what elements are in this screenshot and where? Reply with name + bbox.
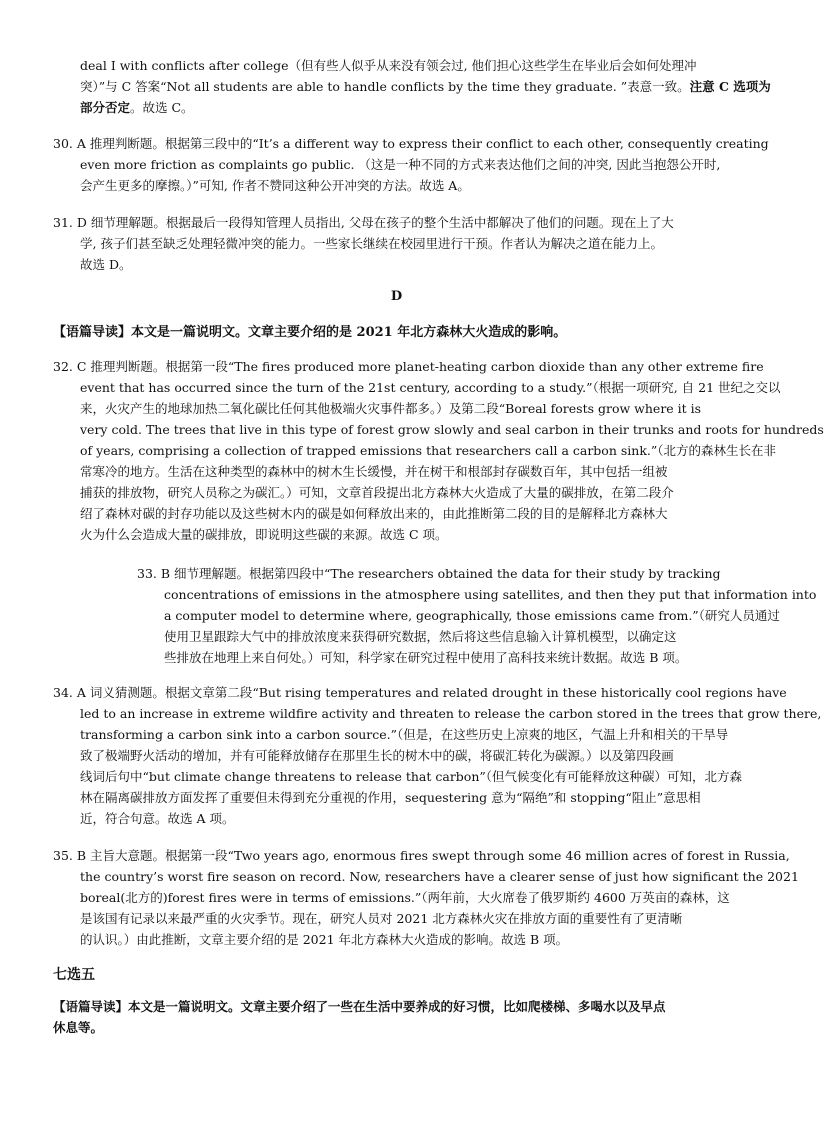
text-line: 会产生更多的摩擦。）”可知, 作者不赞同这种公开冲突的方法。故选 A。: [80, 178, 470, 193]
section-heading-seven: 七选五: [53, 967, 95, 983]
answer-32: [53, 356, 824, 545]
text-line: 使用卫星跟踪大气中的排放浓度来获得研究数据，然后将这些信息输入计算机模型，以确定这: [164, 629, 677, 644]
answer-31: [53, 212, 742, 275]
text-line: event that has occurred since the turn of the 21st century, according to a study.”（根据一项研究, 自 21 世纪之交以: [80, 380, 781, 395]
prev-answer-continuation: [80, 55, 771, 118]
bold-note: 部分否定: [80, 100, 131, 115]
text-line: 林在隔离碳排放方面发挥了重要但未得到充分重视的作用，sequestering 意为“隔绝”和 stopping“阻止”意思相: [80, 790, 701, 805]
text-span: 。故选 C。: [130, 100, 194, 115]
text-line: 30. A 推理判断题。根据第三段中的“It’s a different way to express their conflict to each other, consequently creating: [53, 136, 769, 151]
text-line: 故选 D。: [80, 257, 132, 272]
text-line: 些排放在地理上来自何处。）可知，科学家在研究过程中使用了高科技来统计数据。故选 B 项。: [164, 650, 688, 665]
text-line: 来，火灾产生的地球加热二氧化碳比任何其他极端火灾事件都多。）及第二段“Boreal forests grow where it is: [80, 401, 702, 416]
text-line: 是该国有记录以来最严重的火灾季节。现在，研究人员对 2021 北方森林火灾在排放方面的重要性有了更清晰: [80, 911, 683, 926]
passage-guide-seven: [53, 996, 742, 1038]
text-line: 线词后句中“but climate change threatens to release that carbon”（但气候变化有可能释放这种碳）可知，北方森: [80, 769, 743, 784]
text-line: 34. A 词义猜测题。根据文章第二段“But rising temperatures and related drought in these historically cool regions have: [53, 685, 787, 700]
text-line: [80, 97, 742, 118]
text-line: 【语篇导读】本文是一篇说明文。文章主要介绍了一些在生活中要养成的好习惯，比如爬楼梯、多喝水以及早点: [53, 999, 666, 1014]
text-line: 致了极端野火活动的增加，并有可能释放储存在那里生长的树木中的碳，将碳汇转化为碳源。）以及第四段画: [80, 748, 674, 763]
text-line: 绍了森林对碳的封存功能以及这些树木内的碳是如何释放出来的，由此推断第二段的目的是解释北方森林大: [80, 506, 668, 521]
text-line: of years, comprising a collection of trapped emissions that researchers call a carbon sink.”（北方的森林生长在非: [80, 443, 777, 458]
bold-note: 注意 C 选项为: [689, 79, 771, 94]
text-line: deal I with conflicts after college（但有些人似乎从来没有领会过, 他们担心这些学生在毕业后会如何处理冲: [80, 58, 697, 73]
answer-30: [53, 133, 769, 196]
text-line: 常寒冷的地方。生活在这种类型的森林中的树木生长缓慢，并在树干和根部封存碳数百年，其中包括一组被: [80, 464, 668, 479]
answer-34: [53, 682, 822, 829]
text-line: 近，符合句意。故选 A 项。: [80, 811, 235, 826]
text-line: 学, 孩子们甚至缺乏处理轻微冲突的能力。一些家长继续在校园里进行干预。作者认为解决之道在能力上。: [80, 236, 663, 251]
text-line: a computer model to determine where, geographically, those emissions came from.”（研究人员通过: [164, 608, 780, 623]
text-line: transforming a carbon sink into a carbon source.”（但是，在这些历史上凉爽的地区，气温上升和相关的干旱导: [80, 727, 729, 742]
text-line: led to an increase in extreme wildfire activity and threaten to release the carbon stored in the trees that grow there,: [80, 706, 822, 721]
text-line: concentrations of emissions in the atmosphere using satellites, and then they put that information into: [164, 587, 817, 602]
text-line: 31. D 细节理解题。根据最后一段得知管理人员指出, 父母在孩子的整个生活中都解决了他们的问题。现在上了大: [53, 215, 674, 230]
text-span: 突）”与 C 答案“Not all students are able to handle conflicts by the time they graduate. ”表意一致。: [80, 79, 690, 94]
text-line: 35. B 主旨大意题。根据第一段“Two years ago, enormous fires swept through some 46 million acres of forest in Russia,: [53, 848, 790, 863]
passage-guide-d: 【语篇导读】本文是一篇说明文。文章主要介绍的是 2021 年北方森林大火造成的影响。: [53, 325, 567, 340]
text-line: 32. C 推理判断题。根据第一段“The fires produced more planet-heating carbon dioxide than any other extreme fire: [53, 359, 764, 374]
text-line: boreal(北方的)forest fires were in terms of emissions.”（两年前，大火席卷了俄罗斯约 4600 万英亩的森林，这: [80, 890, 730, 905]
text-line: even more friction as complaints go public. （这是一种不同的方式来表达他们之间的冲突, 因此当抱怨公开时,: [80, 157, 721, 172]
text-line: [80, 76, 771, 97]
text-line: 捕获的排放物，研究人员称之为碳汇。）可知，文章首段提出北方森林大火造成了大量的碳排放，在第二段介: [80, 485, 674, 500]
text-line: very cold. The trees that live in this type of forest grow slowly and seal carbon in their trunks and roots for hundreds: [80, 422, 824, 437]
section-heading-d: D: [390, 289, 403, 304]
answer-35: [53, 845, 799, 950]
text-line: 33. B 细节理解题。根据第四段中“The researchers obtained the data for their study by tracking: [137, 566, 721, 581]
text-line: 休息等。: [53, 1020, 104, 1035]
text-line: 火为什么会造成大量的碳排放，即说明这些碳的来源。故选 C 项。: [80, 527, 448, 542]
answer-33: [137, 563, 817, 668]
text-line: the country’s worst fire season on record. Now, researchers have a clearer sense of just how significant the 2021: [80, 869, 799, 884]
text-line: 的认识。）由此推断，文章主要介绍的是 2021 年北方森林大火造成的影响。故选 B 项。: [80, 932, 569, 947]
